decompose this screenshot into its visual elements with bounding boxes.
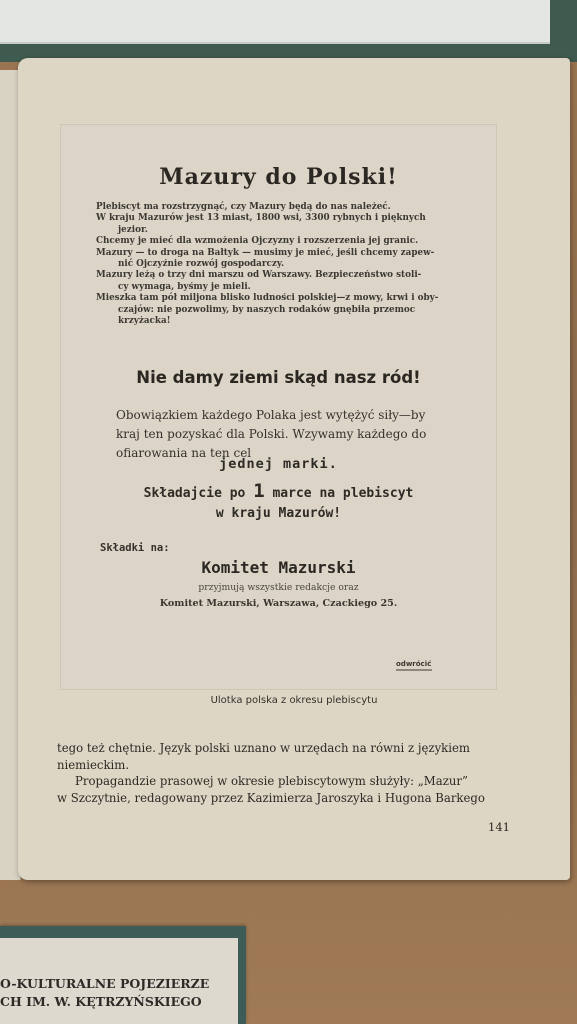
leaflet-paragraph: cy wymaga, byśmy je mieli. [118,281,251,292]
leaflet-appeal [116,406,456,463]
committee-address: Komitet Mazurski, Warszawa, Czackiego 25. [159,598,398,609]
leaflet-body [96,202,456,327]
bottom-label-line: CH IM. W. KĘTRZYŃSKIEGO [0,994,202,1009]
contribute-number: 1 [253,480,265,502]
stamp-text: odwrócić [396,660,432,668]
leaflet-paragraph: Mazury leżą o trzy dni marszu od Warszawy. Bezpieczeństwo stoli- [96,270,422,281]
leaflet-paragraph: czajów: nie pozwolimy, by naszych rodaków gnębiła przemoc [118,304,416,315]
body-text [57,740,507,806]
leaflet-paragraph: krzyżacka! [118,316,171,327]
turn-over-stamp [396,660,436,674]
appeal-line: Obowiązkiem każdego Polaka jest wytężyć siły—by [116,408,426,422]
dues-label: Składki na: [100,542,170,554]
body-line: tego też chętnie. Język polski uznano w urzędach na równi z językiem [57,741,470,755]
leaflet-paragraph: Chcemy je mieć dla wzmożenia Ojczyzny i rozszerzenia jej granic. [96,236,419,247]
appeal-line: ofiarowania na ten cel [116,446,252,460]
top-book [0,0,577,62]
body-line: w Szczytnie, redagowany przez Kazimierza Jaroszyka i Hugona Barkego [57,790,485,805]
land-line: w kraju Mazurów! [215,506,342,521]
bottom-label-line: O-KULTURALNE POJEZIERZE [0,976,210,991]
body-line: Propagandzie prasowej w okresie plebiscytowym służyły: „Mazur” [75,774,468,788]
bottom-book-label [0,938,238,1024]
leaflet-heading: Nie damy ziemi skąd nasz ród! [136,368,421,387]
top-book-page [0,0,550,44]
stamp-underline [396,669,432,671]
accepted-by-text: przyjmują wszystkie redakcje oraz [198,582,359,593]
appeal-line: kraj ten pozyskać dla Polski. Wzywamy każdego do [116,427,427,441]
leaflet-paragraph: Mieszka tam pół miljona blisko ludności polskiej—z mowy, krwi i oby- [96,293,439,304]
leaflet-paragraph: nić Ojczyźnie rozwój gospodarczy. [118,259,285,270]
figure-caption: Ulotka polska z okresu plebiscytu [210,695,378,706]
leaflet-paragraph: W kraju Mazurów jest 13 miast, 1800 wsi, 3300 rybnych i pięknych [96,213,426,224]
contribute-line [60,480,497,502]
book-page [18,58,570,880]
one-mark-line: jednej marki. [219,456,338,472]
contribute-after: marce na plebiscyt [272,486,414,501]
leaflet-paragraph: jezior. [118,224,148,235]
bottom-book [0,926,246,1024]
leaflet-paragraph: Plebiscyt ma rozstrzygnąć, czy Mazury będą do nas należeć. [96,202,391,212]
committee-name: Komitet Mazurski [201,558,356,577]
body-line: niemieckim. [57,757,130,772]
leaflet-title: Mazury do Polski! [159,164,398,190]
contribute-before: Składajcie po [143,486,246,501]
page-number: 141 [488,820,510,834]
leaflet-paragraph: Mazury — to droga na Bałtyk — musimy je mieć, jeśli chcemy zapew- [96,247,435,258]
leaflet-image [60,124,497,690]
